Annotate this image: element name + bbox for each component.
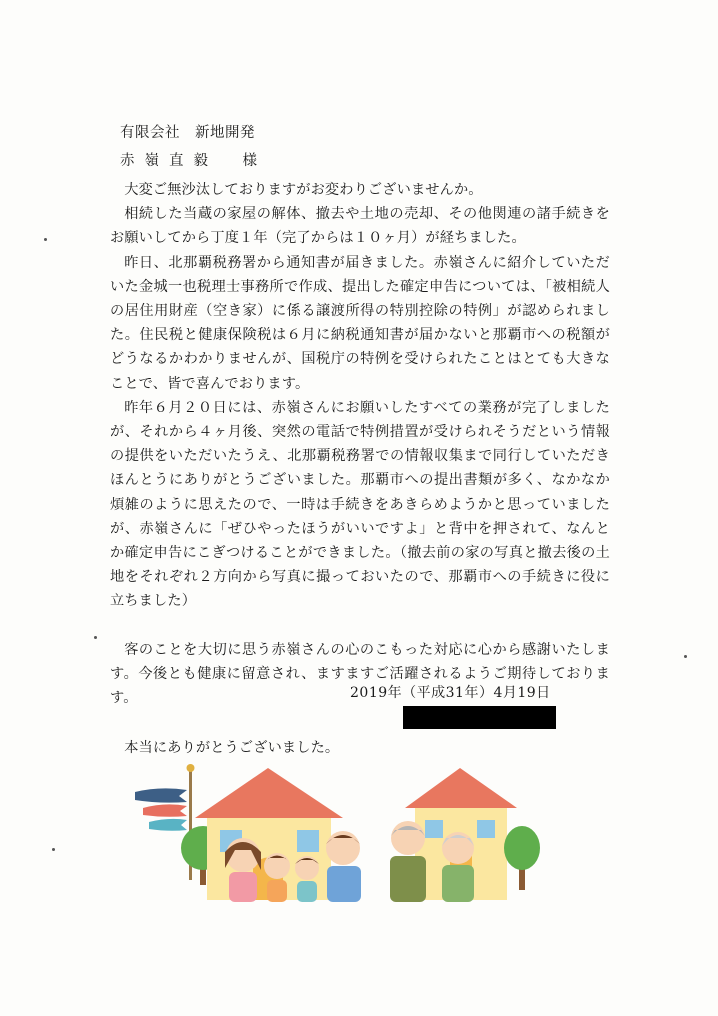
tree-icon (504, 826, 540, 890)
paragraph-2: 昨日、北那覇税務署から通知書が届きました。赤嶺さんに紹介していただいた金城一也税理士事務所で作成、提出した確定申告については、「被相続人の居住用財産（空き家）に係る譲渡所得の特別控除の特例」が認められました。住民税と健康保険税は６月に納税通知書が届かないと那覇市への税額がどうなるかわかりませんが、国税庁の特例を受けられたことはとても大きなことで、皆で喜んでおります。 (110, 254, 610, 392)
scan-speck (684, 655, 687, 658)
house-icon (195, 768, 343, 900)
company-name: 有限会社 新地開発 (120, 125, 255, 141)
letter-body (110, 178, 610, 760)
koinobori-icon (135, 764, 195, 880)
paragraph-closing: 本当にありがとうございました。 (124, 740, 340, 757)
redacted-signature (403, 706, 556, 729)
paragraph-3: 昨年６月２０日には、赤嶺さんにお願いしたすべての業務が完了しましたが、それから４ヶ月後、突然の電話で特例措置が受けられそうだという情報の提供をいただいたうえ、北那覇税務署での情報収集まで同行していただきほんとうにありがとうございました。那覇市への提出書類が多く、なかなか煩雑のように思えたので、一時は手続きをあきらめようかと思っていましたが、赤嶺さんに「ぜひやったほうがいいですよ」と背中を押されて、なんとか確定申告にこぎつけることができました。（撤去前の家の写真と撤去後の土地をそれぞれ２方向から写真に撮っておいたので、那覇市への手続きに役に立ちました） (110, 399, 610, 610)
scan-speck (52, 848, 55, 851)
family-illustration (125, 760, 565, 910)
letter-date: 2019年（平成31年）4月19日 (350, 685, 551, 701)
paragraph-greeting: 大変ご無沙汰しておりますがお変わりございませんか。 (124, 182, 483, 198)
recipient-name: 赤嶺直毅 様 (120, 153, 267, 169)
paragraph-1: 相続した当蔵の家屋の解体、撤去や土地の売却、その他関連の諸手続きをお願いしてから丁度１年（完了からは１０ヶ月）が経ちました。 (110, 206, 610, 247)
paragraph-4: 客のことを大切に思う赤嶺さんの心のこもった対応に心から感謝いたします。今後とも健康に留意され、ますますご活躍されるようご期待しております。 (110, 641, 610, 707)
scan-speck (94, 636, 97, 639)
scan-speck (44, 238, 47, 241)
addressee-block (120, 119, 267, 175)
